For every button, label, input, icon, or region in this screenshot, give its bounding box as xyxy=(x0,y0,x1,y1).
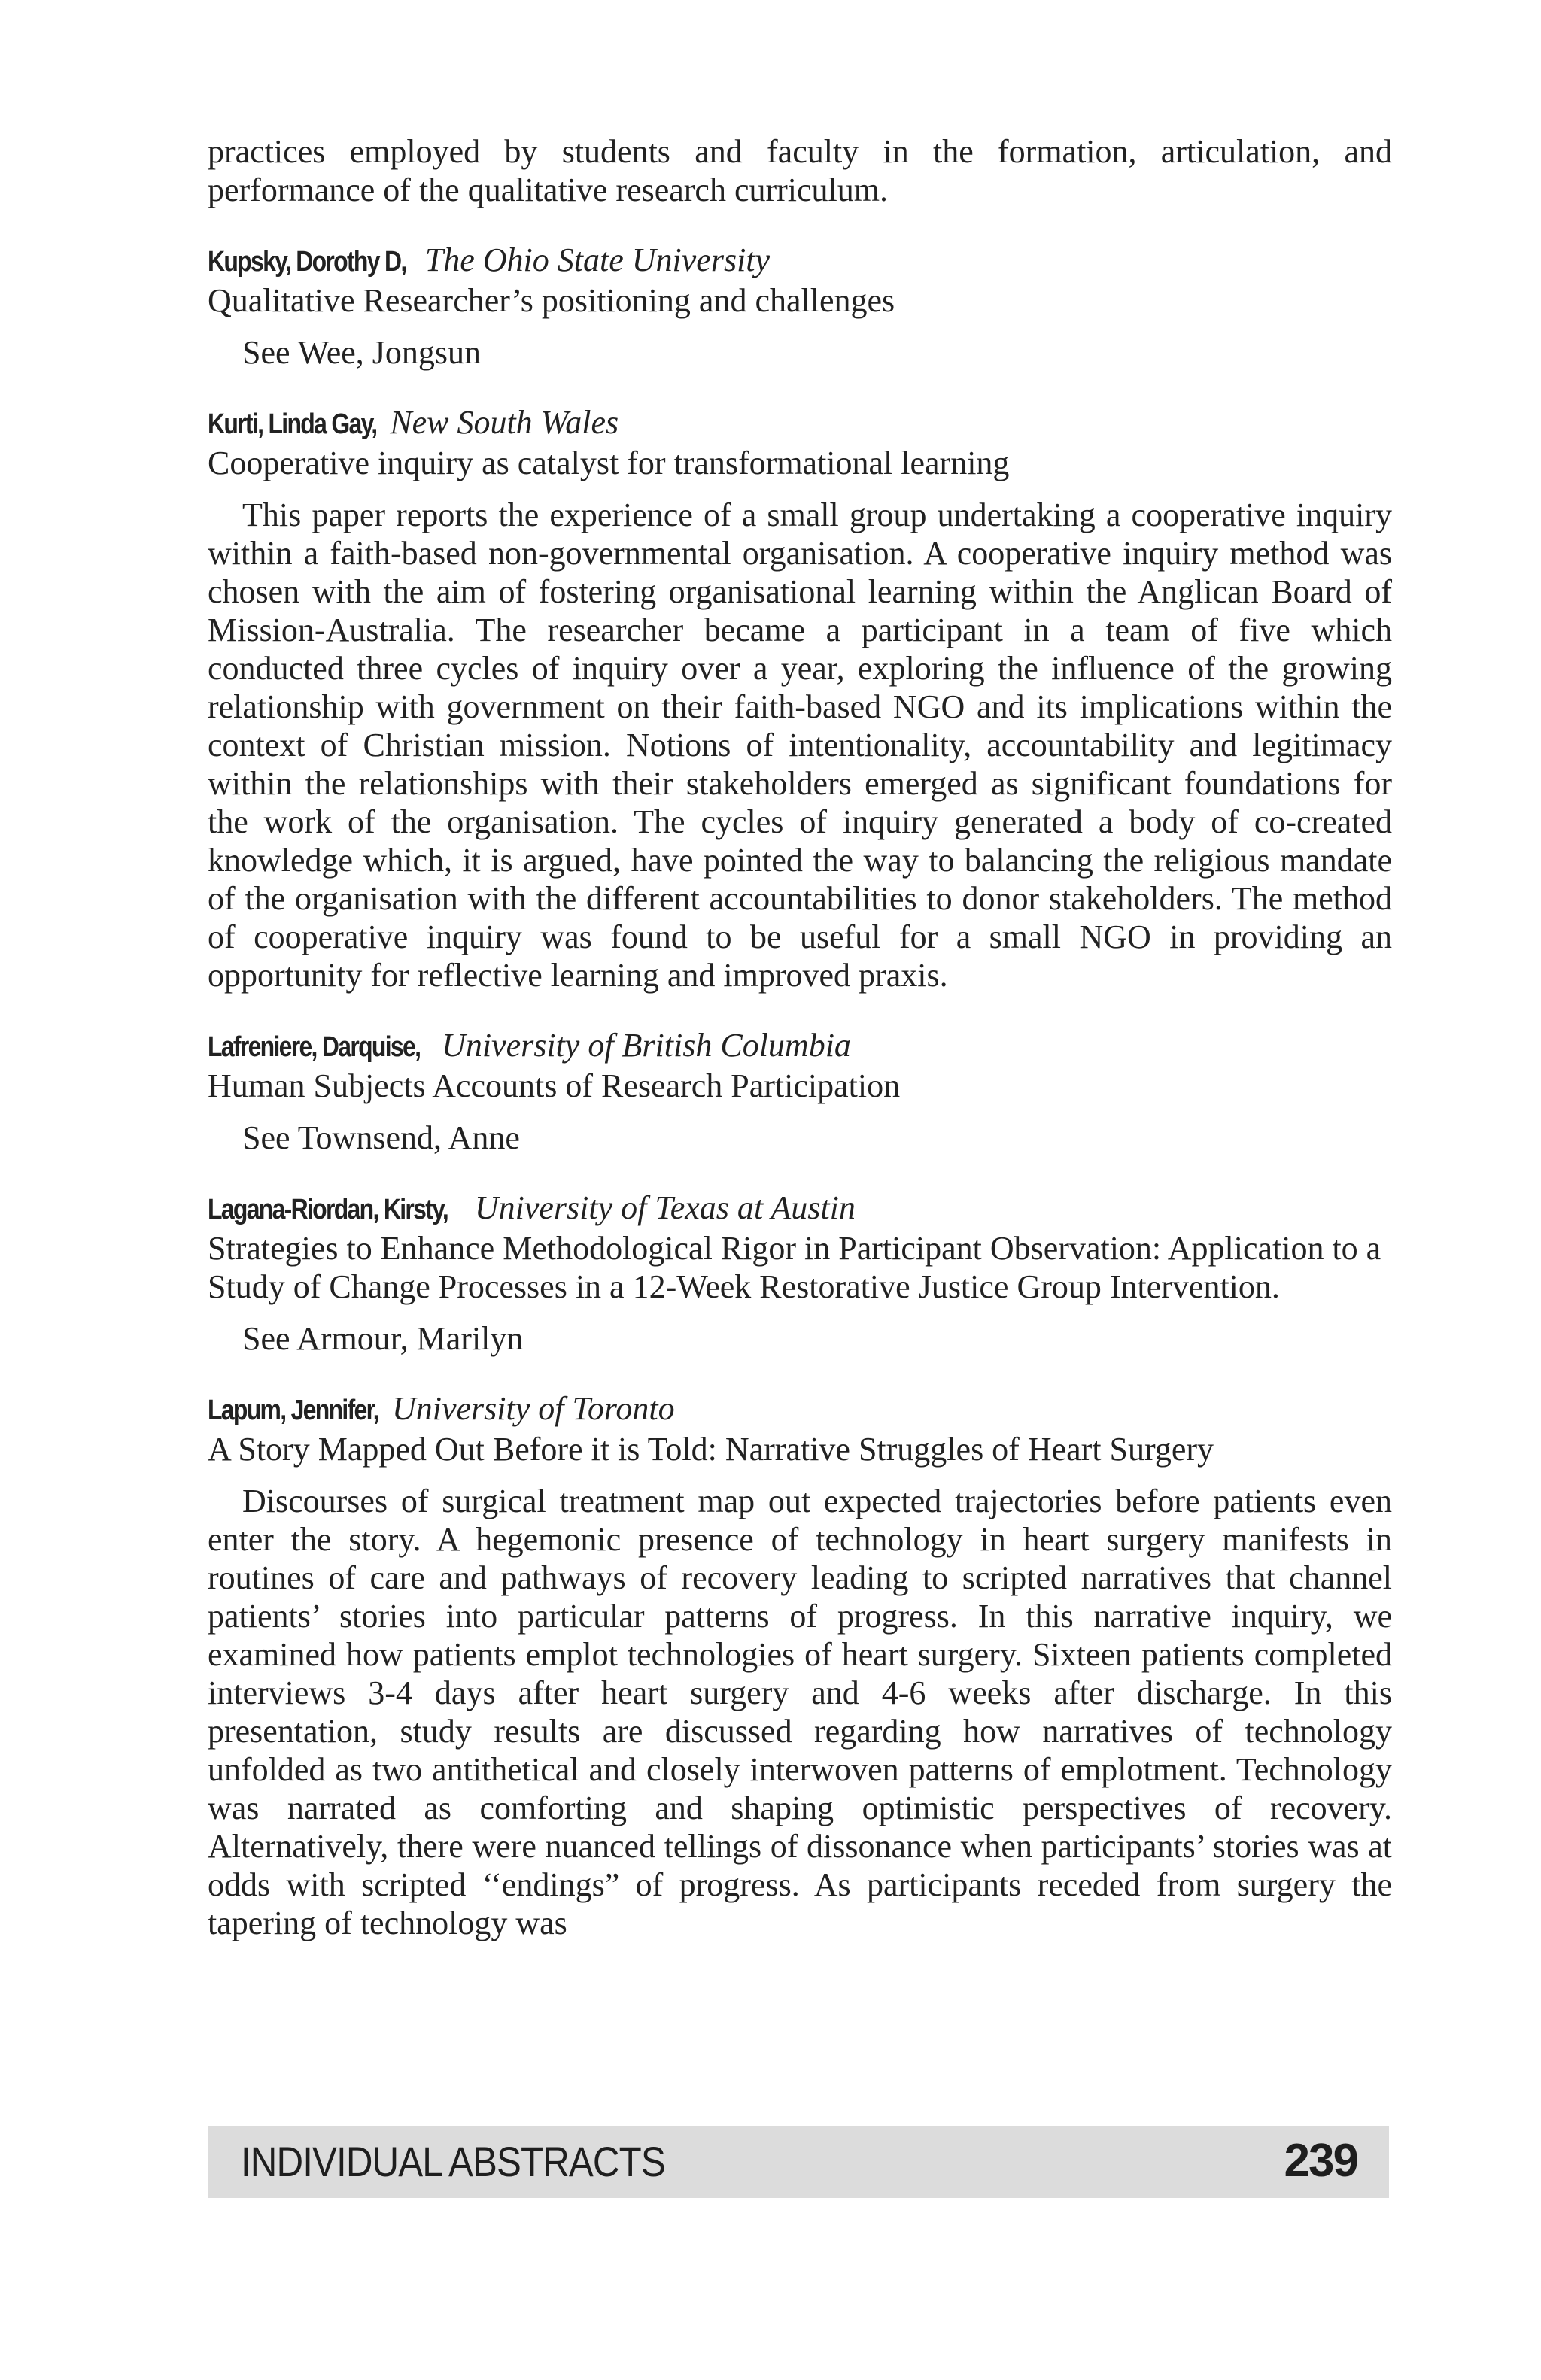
author-name: Lapum, Jennifer, xyxy=(208,1395,378,1426)
paper-title: Human Subjects Accounts of Research Participation xyxy=(208,1067,901,1104)
paper-title: Strategies to Enhance Methodological Rigor in Participant Observation: Application to a Study of Change Processes in a 12-Week Restorative Justice Group Intervention. xyxy=(208,1230,1381,1305)
entry-heading xyxy=(208,1389,1392,1430)
author-affiliation: University of Toronto xyxy=(391,1390,675,1427)
paper-title: A Story Mapped Out Before it is Told: Narrative Struggles of Heart Surgery xyxy=(208,1431,1214,1468)
section-label: INDIVIDUAL ABSTRACTS xyxy=(241,2138,665,2185)
entry-heading xyxy=(208,1026,1392,1067)
paper-title: Cooperative inquiry as catalyst for transformational learning xyxy=(208,445,1010,481)
author-affiliation: The Ohio State University xyxy=(424,241,770,278)
author-affiliation: University of Texas at Austin xyxy=(474,1189,856,1226)
page-footer xyxy=(208,2126,1389,2198)
entry-kupsky xyxy=(208,241,1392,372)
author-affiliation: New South Wales xyxy=(390,404,619,441)
author-name: Lafreniere, Darquise, xyxy=(208,1031,421,1063)
author-name: Kurti, Linda Gay, xyxy=(208,408,377,440)
entry-lapum xyxy=(208,1389,1392,1942)
page-number: 239 xyxy=(1284,2135,1357,2187)
entry-kurti xyxy=(208,403,1392,994)
abstract-text: Discourses of surgical treatment map out expected trajectories before patients even enter the story. A hegemonic presence of technology in heart surgery manifests in routines of care and pathways of recovery leading to scripted narratives that channel patients’ stories into particular patterns of progress. In this narrative inquiry, we examined how patients emplot technologies of heart surgery. Sixteen patients completed interviews 3-4 days after heart surgery and 4-6 weeks after discharge. In this presentation, study results are discussed regarding how narratives of technology unfolded as two antithetical and closely interwoven patterns of emplotment. Technology was narrated as comforting and shaping optimistic perspectives of recovery. Alternatively, there were nuanced tellings of dissonance when participants’ stories was at odds with scripted ‘‘endings” of progress. As participants receded from surgery the tapering of technology was xyxy=(208,1483,1392,1941)
cross-reference: See Wee, Jongsun xyxy=(242,334,482,371)
cross-reference: See Armour, Marilyn xyxy=(242,1320,524,1357)
entry-heading xyxy=(208,241,1392,281)
continued-paragraph: practices employed by students and faculty in the formation, articulation, and performance of the qualitative research curriculum. xyxy=(208,133,1392,208)
cross-reference: See Townsend, Anne xyxy=(242,1119,520,1156)
entry-lafreniere xyxy=(208,1026,1392,1157)
author-name: Kupsky, Dorothy D, xyxy=(208,246,406,278)
paper-title: Qualitative Researcher’s positioning and challenges xyxy=(208,282,895,319)
author-name: Lagana-Riordan, Kirsty, xyxy=(208,1194,448,1225)
entry-lagana-riordan xyxy=(208,1188,1392,1358)
page-body xyxy=(208,132,1392,1974)
abstract-text: This paper reports the experience of a small group undertaking a cooperative inquiry within a faith-based non-governmental organisation. A cooperative inquiry method was chosen with the aim of fostering organisational learning within the Anglican Board of Mission-Australia. The researcher became a participant in a team of five which conducted three cycles of inquiry over a year, exploring the influence of the growing relationship with government on their faith-based NGO and its implications within the context of Christian mission. Notions of intentionality, accountability and legitimacy within the relationships with their stakeholders emerged as significant foundations for the work of the organisation. The cycles of inquiry generated a body of co-created knowledge which, it is argued, have pointed the way to balancing the religious mandate of the organisation with the different accountabilities to donor stakeholders. The method of cooperative inquiry was found to be useful for a small NGO in providing an opportunity for reflective learning and improved praxis. xyxy=(208,496,1392,994)
entry-heading xyxy=(208,1188,1392,1229)
author-affiliation: University of British Columbia xyxy=(442,1027,851,1064)
entry-heading xyxy=(208,403,1392,444)
